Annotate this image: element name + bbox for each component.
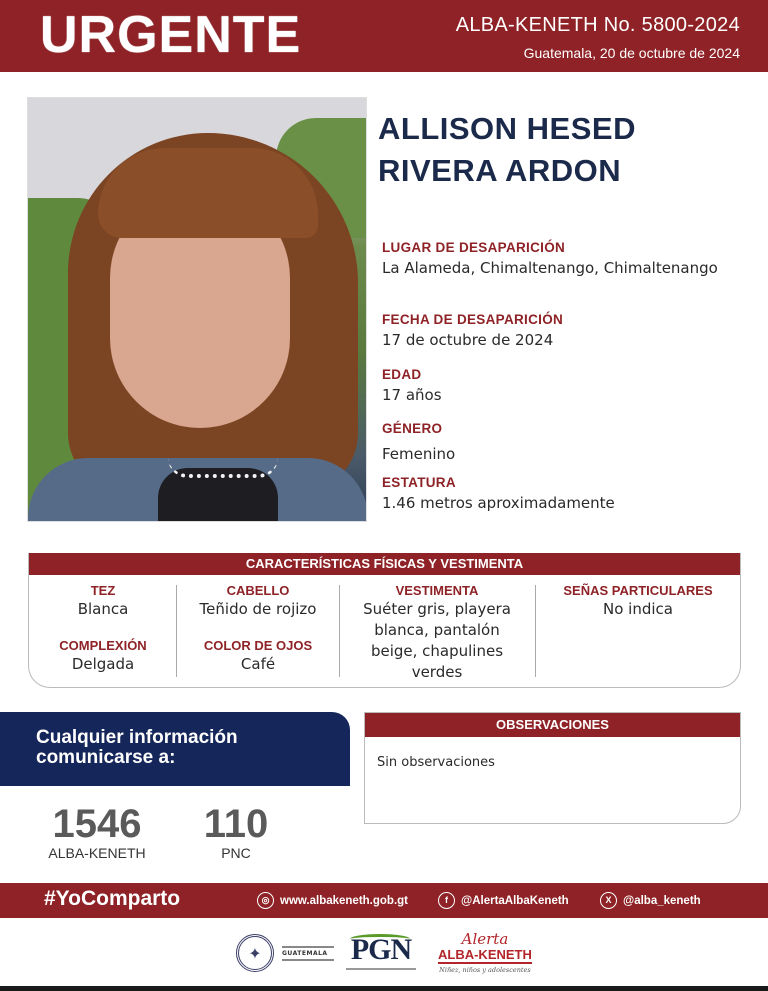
- field-value: Femenino: [382, 445, 456, 463]
- field-label: GÉNERO: [382, 421, 443, 436]
- case-number: ALBA-KENETH No. 5800-2024: [455, 14, 740, 36]
- phone-number[interactable]: 1546: [52, 802, 142, 846]
- col-tez-complexion: [29, 583, 177, 674]
- coat-of-arms-icon: ✦: [236, 934, 274, 972]
- phone-pnc[interactable]: [196, 803, 276, 861]
- vestimenta-value-line: verdes: [411, 663, 463, 681]
- pgn-text: PGN: [350, 933, 412, 966]
- vestimenta-value-line: blanca, pantalón: [374, 621, 500, 639]
- vestimenta-value-line: Suéter gris, playera: [363, 600, 511, 618]
- field-genero: [382, 421, 455, 463]
- facebook-icon: f: [438, 892, 455, 909]
- bottom-border: [0, 986, 768, 991]
- field-value: 17 años: [382, 386, 442, 404]
- person-photo: [27, 97, 367, 522]
- urgent-title: URGENTE: [40, 6, 302, 64]
- issue-date: Guatemala, 20 de octubre de 2024: [523, 45, 740, 61]
- name-line-1: ALLISON HESED: [378, 111, 636, 146]
- alba-keneth-text: ALBA-KENETH: [438, 947, 532, 962]
- field-value: 17 de octubre de 2024: [382, 331, 554, 349]
- complexion-label: COMPLEXIÓN: [59, 638, 147, 653]
- field-fecha: [382, 312, 563, 349]
- complexion-value: Delgada: [71, 655, 135, 673]
- facebook-text[interactable]: @AlertaAlbaKeneth: [461, 894, 569, 907]
- website-text[interactable]: www.albakeneth.gob.gt: [280, 894, 408, 907]
- logos-row: [0, 930, 768, 980]
- field-value: 1.46 metros aproximadamente: [382, 494, 615, 512]
- header-banner: [0, 0, 768, 72]
- col-senas: [535, 583, 741, 619]
- alerta-text: Alerta: [461, 930, 509, 948]
- field-label: FECHA DE DESAPARICIÓN: [382, 312, 564, 327]
- tez-label: TEZ: [90, 583, 116, 598]
- senas-label: SEÑAS PARTICULARES: [563, 583, 713, 598]
- phone-number[interactable]: 110: [203, 802, 269, 846]
- contact-text: Cualquier información comunicarse a:: [36, 727, 238, 768]
- x-icon: X: [600, 892, 617, 909]
- vestimenta-value-line: beige, chapulines: [370, 642, 504, 660]
- observations-title: OBSERVACIONES: [365, 713, 740, 737]
- vestimenta-label: VESTIMENTA: [395, 583, 479, 598]
- col-cabello-ojos: [177, 583, 339, 674]
- facebook-link[interactable]: [438, 892, 569, 909]
- guatemala-logo: ✦ GUATEMALA: [236, 934, 334, 972]
- phone-org: PNC: [221, 845, 251, 861]
- cabello-label: CABELLO: [226, 583, 290, 598]
- observations-text: Sin observaciones: [377, 755, 495, 770]
- pgn-logo: [346, 934, 416, 970]
- globe-icon: ◎: [257, 892, 274, 909]
- field-label: ESTATURA: [382, 475, 456, 490]
- col-vestimenta: [339, 583, 535, 682]
- tez-value: Blanca: [77, 600, 129, 618]
- ojos-value: Café: [240, 655, 276, 673]
- field-estatura: [382, 475, 615, 512]
- field-value: La Alameda, Chimaltenango, Chimaltenango: [382, 259, 718, 277]
- hashtag: #YoComparto: [44, 887, 181, 910]
- cabello-value: Teñido de rojizo: [199, 600, 317, 618]
- field-edad: [382, 367, 442, 404]
- observations-panel: [364, 712, 741, 824]
- field-label: EDAD: [382, 367, 422, 382]
- name-line-2: RIVERA ARDON: [378, 153, 622, 188]
- senas-value: No indica: [603, 600, 673, 618]
- x-link[interactable]: [600, 892, 701, 909]
- characteristics-panel: [28, 553, 741, 688]
- footer-banner: [0, 883, 768, 918]
- website-link[interactable]: [257, 892, 408, 909]
- contact-banner: [0, 712, 350, 786]
- field-lugar: [382, 240, 718, 277]
- alba-keneth-logo: [438, 932, 532, 974]
- ojos-label: COLOR DE OJOS: [203, 638, 313, 653]
- x-text[interactable]: @alba_keneth: [623, 894, 701, 907]
- tagline: Niñez, niños y adolescentes: [439, 966, 531, 974]
- leaf-icon: [350, 934, 410, 944]
- phone-org: ALBA-KENETH: [48, 845, 146, 861]
- characteristics-title: CARACTERÍSTICAS FÍSICAS Y VESTIMENTA: [29, 553, 740, 575]
- field-label: LUGAR DE DESAPARICIÓN: [382, 240, 566, 255]
- person-name: [378, 108, 636, 192]
- phone-alba-keneth[interactable]: [38, 803, 156, 861]
